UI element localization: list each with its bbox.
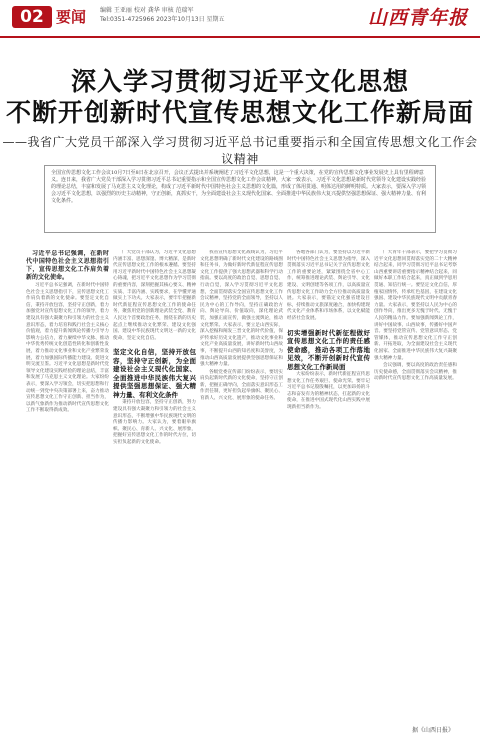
editor-line: 编辑 王亚丽 校对 龚华 审核 范瑞军 — [100, 7, 194, 14]
headline-subtitle: ——我省广大党员干部深入学习贯彻习近平总书记重要指示和全国宣传思想文化工作会议精神 — [2, 135, 478, 166]
paragraph: 各级党委宣传部门纷纷表示，要切实肩负起新时代新的文化使命，坚持守正创新，把握正确导向，全面落实意识形态工作责任制，更好担负起举旗帜、聚民心、育新人、兴文化、展形象的使命任务。 — [200, 369, 283, 402]
paragraph: 各地各部门认为，要坚持以习近平新时代中国特色社会主义思想为指导，深入贯彻落实习近平总书记关于宣传思想文化工作的重要论述，紧紧围绕全省中心工作，统筹推进理论武装、舆论引导、文化建设、文明创建等各项工作，以高质量宣传思想文化工作助力全方位推动高质量发展。大家表示，要锚定文化强省建设目标，持续推动文旅深度融合，加快构建现代文化产业体系和市场体系，以文化赋能经济社会发展。 — [287, 250, 370, 321]
source-credit: 据《山西日报》 — [411, 727, 454, 734]
page-number: 02 — [12, 6, 52, 28]
editorial-meta — [100, 6, 270, 24]
column-2 — [113, 250, 196, 722]
section-subtitle: 切实增强新时代新征程做好宣传思想文化工作的责任感使命感，推动各项工作落地见效，不断开创新时代宣传思想文化工作新局面 — [287, 328, 370, 371]
paragraph: 我省宣传思想文化战线认为，习近平文化思想明确了新时代文化建设的路线图和任务书，为做好新时代新征程宣传思想文化工作提供了强大思想武器和科学行动指南。要以高度的政治自觉、思想自觉、行动自觉，深入学习贯彻习近平文化思想，全面贯彻落实全国宣传思想文化工作会议精神，坚持党的全面领导，坚持以人民为中心的工作导向，坚持正确政治方向、舆论导向、价值取向，深化理论武装，加强正面宣传，做强主流舆论，推动文化繁荣。大家表示，要立足山西实际，深入挖掘和阐发三晋文化的时代价值，保护传承好历史文化遗产，推动文化事业和文化产业高质量发展，讲好新时代山西故事，不断提升山西的知名度和美誉度，为推动山西高质量发展提供坚强思想保证和强大精神力量。 — [200, 250, 283, 368]
paragraph: 大家纷纷表示，新时代新征程宣传思想文化工作任务艰巨、使命光荣。要牢记习近平总书记殷殷嘱托，以更加昂扬的斗志和奋发有为的精神状态，扛起新的文化使命，在推进中国式现代化山西实践中展现新担当新作为。 — [287, 372, 370, 410]
paragraph: 广大党员干部认为，习近平文化思想内涵丰富、思想深邃、博大精深，是新时代宣传思想文化工作的根本遵循。要坚持用习近平新时代中国特色社会主义思想凝心铸魂，把习近平文化思想作为学习贯彻的重要内容，深刻把握其核心要义、精神实质、丰富内涵、实践要求，在学懂弄通做实上下功夫。大家表示，要牢牢把握新时代新征程宣传思想文化工作的使命任务，聚焦用党的创新理论武装全党、教育人民这个首要政治任务，围绕在新的历史起点上继续推动文化繁荣、建设文化强国、建设中华民族现代文明这一新的文化使命，坚定文化自信。 — [113, 250, 196, 341]
column-5 — [374, 250, 457, 722]
column-3 — [200, 250, 283, 722]
section-title: 要闻 — [56, 8, 87, 26]
section-subtitle: 坚定文化自信，坚持开放包容，坚持守正创新，为全面建设社会主义现代化国家、全面推进中华民族伟大复兴提供坚强思想保证、强大精神力量、有利文化条件 — [113, 348, 196, 399]
article-body — [26, 250, 456, 722]
lead-paragraph: 习近平总书记强调，在新时代中国特色社会主义思想指引下，宣传思想文化工作肩负着新的文化使命。 — [26, 250, 109, 281]
lead-box: 全国宣传思想文化工作会议10月7日至8日在北京召开，会议正式提出并系统阐述了习近平文化思想，这是一个重大决策，在党的宣传思想文化事业发展史上具有里程碑意义。连日来，我省广大党员干部深入学习贯彻习近平总书记重要指示和全国宣传思想文化工作会议精神，大家一致表示，习近平文化思想是新时代党领导文化建设实践经验的理论总结，丰富和发展了马克思主义文化理论，构成了习近平新时代中国特色社会主义思想的文化篇，形成了体用贯通、明体达用的鲜明特质。大家表示，要深入学习领会习近平文化思想，以强烈的历史主动精神，守正创新，真抓实干，为全面建设社会主义现代化国家、全面推进中华民族伟大复兴提供坚强思想保证、强大精神力量、有利文化条件。 — [44, 165, 436, 233]
masthead-logo: 山西青年报 — [367, 7, 468, 29]
page-header — [0, 0, 480, 38]
column-1 — [26, 250, 109, 722]
headline-block — [0, 66, 480, 167]
paragraph: 习近平总书记强调，在新时代中国特色社会主义思想指引下，宣传思想文化工作肩负着新的文化使命。要坚定文化自信，秉持开放包容，坚持守正创新，着力加强党对宣传思想文化工作的领导，着力建设具有强大凝聚力和引领力的社会主义意识形态，着力培育和践行社会主义核心价值观，着力提升新闻舆论传播力引导力影响力公信力，着力赓续中华文脉、推动中华优秀传统文化创造性转化和创新性发展，着力推动文化事业和文化产业繁荣发展，着力加强国际传播能力建设、促进文明交流互鉴。习近平文化思想是新时代党领导文化建设实践经验的理论总结，丰富和发展了马克思主义文化理论。大家纷纷表示，要深入学习领会，切实把思想和行动统一到党中央决策部署上来，奋力推动宣传思想文化工作守正创新、担当作为，以新气象新作为推动新时代宣传思想文化工作不断取得新成效。 — [26, 283, 109, 414]
paragraph: 秉持开放包容，坚持守正创新，努力建设具有强大凝聚力和引领力的社会主义意识形态，不断增强中华民族现代文明的传播力影响力。大家认为，要着眼举旗帜、聚民心、育新人、兴文化、展形象，把握好宣传思想文化工作的时代方位，切实担负起新的文化使命。 — [113, 400, 196, 445]
column-4 — [287, 250, 370, 722]
date-line: Tel:0351-4725966 2023年10月13日 星期五 — [100, 16, 225, 23]
headline-line-1: 深入学习贯彻习近平文化思想 — [70, 67, 409, 96]
paragraph: 广大青年干部表示，要把学习贯彻习近平文化思想同贯彻落实党的二十大精神结合起来，同学习贯彻习近平总书记考察山西重要讲话重要指示精神结合起来，同做好本职工作结合起来，真正做到学思用贯通、知信行统一。要坚定文化自信，厚植家国情怀，传承红色基因，在建设文化强国、建设中华民族现代文明中贡献青春力量。大家表示，要坚持以人民为中心的创作导向，推出更多无愧于时代、无愧于人民的精品力作。要加强新闻舆论工作，讲好中国故事、山西故事，传播好中国声音。要坚持党管宣传、党管意识形态、党管媒体，推动宣传思想文化工作守正创新、开拓进取，为全面建设社会主义现代化国家、全面推进中华民族伟大复兴凝聚强大精神力量。 — [374, 250, 457, 361]
headline-line-2: 不断开创新时代宣传思想文化工作新局面 — [5, 98, 474, 127]
paragraph: 会议强调，要以高度的政治责任感和历史使命感，全面贯彻落实会议精神，推动新时代宣传思想文化工作高质量发展。 — [374, 363, 457, 382]
